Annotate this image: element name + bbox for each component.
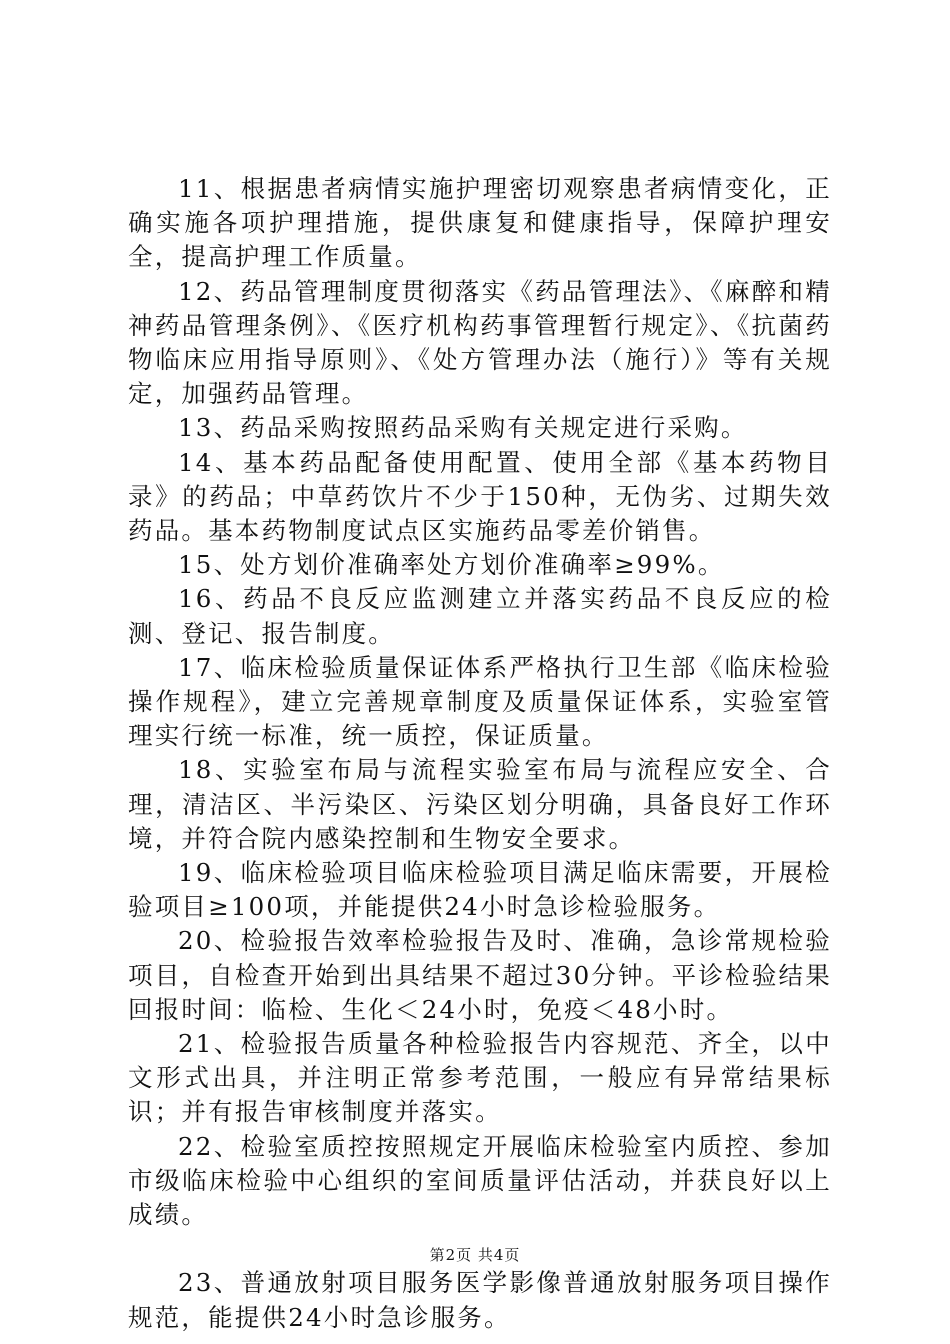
paragraph-14: 14、基本药品配备使用配置、使用全部《基本药物目录》的药品；中草药饮片不少于150种，无伪劣、过期失效药品。基本药物制度试点区实施药品零差价销售。 [128,447,832,546]
paragraph-13: 13、药品采购按照药品采购有关规定进行采购。 [178,413,748,443]
paragraph-15: 15、处方划价准确率处方划价准确率≥99%。 [178,550,725,580]
paragraph-21: 21、检验报告质量各种检验报告内容规范、齐全，以中文形式出具，并注明正常参考范围，一般应有异常结果标识；并有报告审核制度并落实。 [128,1029,832,1127]
paragraph-16: 16、药品不良反应监测建立并落实药品不良反应的检测、登记、报告制度。 [128,584,832,648]
document-body [128,172,832,1335]
paragraph-11: 11、根据患者病情实施护理密切观察患者病情变化，正确实施各项护理措施，提供康复和健康指导，保障护理安全，提高护理工作质量。 [128,174,832,272]
paragraph-19: 19、临床检验项目临床检验项目满足临床需要，开展检验项目≥100项，并能提供24小时急诊检验服务。 [128,858,832,922]
paragraph-23: 23、普通放射项目服务医学影像普通放射服务项目操作规范，能提供24小时急诊服务。 [128,1268,832,1332]
page-number-footer: 第2页 共4页 [429,1246,521,1264]
paragraph-12: 12、药品管理制度贯彻落实《药品管理法》、《麻醉和精神药品管理条例》、《医疗机构药事管理暂行规定》、《抗菌药物临床应用指导原则》、《处方管理办法（施行）》等有关规定，加强药品管理。 [128,276,832,409]
paragraph-20: 20、检验报告效率检验报告及时、准确，急诊常规检验项目，自检查开始到出具结果不超过30分钟。平诊检验结果回报时间：临检、生化＜24小时，免疫＜48小时。 [128,926,832,1024]
paragraph-18: 18、实验室布局与流程实验室布局与流程应安全、合理，清洁区、半污染区、污染区划分明确，具备良好工作环境，并符合院内感染控制和生物安全要求。 [128,755,832,853]
paragraph-22: 22、检验室质控按照规定开展临床检验室内质控、参加市级临床检验中心组织的室间质量评估活动，并获良好以上成绩。 [128,1131,832,1230]
paragraph-17: 17、临床检验质量保证体系严格执行卫生部《临床检验操作规程》，建立完善规章制度及质量保证体系，实验室管理实行统一标准，统一质控，保证质量。 [128,652,832,751]
